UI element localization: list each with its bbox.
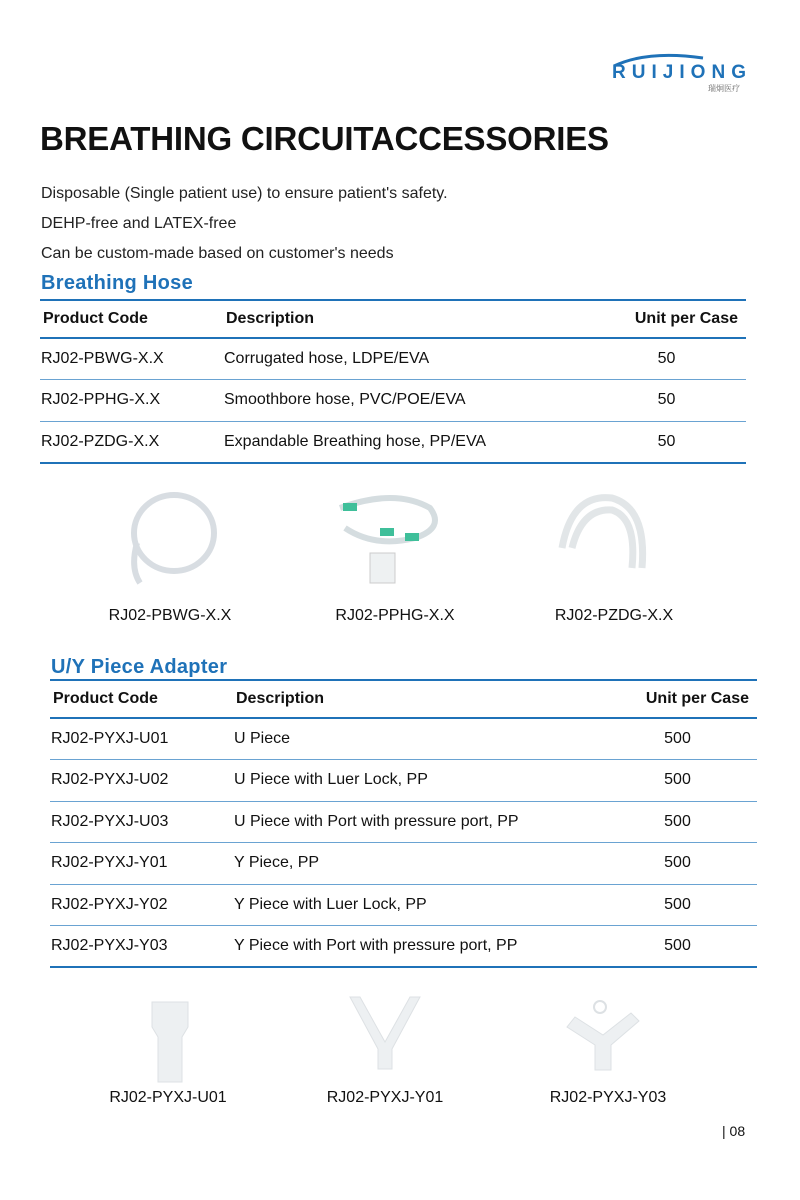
section-heading-adapter: U/Y Piece Adapter bbox=[51, 656, 228, 678]
corrugated-hose-image bbox=[112, 488, 232, 588]
cell-units: 500 bbox=[597, 760, 757, 802]
smoothbore-hose-image bbox=[335, 488, 455, 588]
col-unit-per-case: Unit per Case bbox=[597, 680, 757, 718]
cell-description: Y Piece with Port with pressure port, PP bbox=[233, 926, 597, 968]
y-piece-port-image bbox=[540, 992, 660, 1092]
cell-code: RJ02-PYXJ-Y02 bbox=[50, 884, 233, 926]
company-logo bbox=[608, 52, 748, 94]
col-product-code: Product Code bbox=[50, 680, 233, 718]
cell-description: U Piece bbox=[233, 718, 597, 760]
table-row bbox=[40, 338, 746, 380]
col-description: Description bbox=[223, 300, 586, 338]
cell-units: 500 bbox=[597, 843, 757, 885]
table-row bbox=[50, 926, 757, 968]
table-row bbox=[50, 760, 757, 802]
cell-code: RJ02-PBWG-X.X bbox=[40, 338, 223, 380]
table-row bbox=[50, 718, 757, 760]
cell-code: RJ02-PPHG-X.X bbox=[40, 380, 223, 422]
expandable-hose-image bbox=[552, 488, 672, 588]
col-product-code: Product Code bbox=[40, 300, 223, 338]
cell-code: RJ02-PYXJ-U02 bbox=[50, 760, 233, 802]
cell-code: RJ02-PYXJ-Y01 bbox=[50, 843, 233, 885]
y-piece-image bbox=[325, 992, 445, 1092]
cell-description: Y Piece with Luer Lock, PP bbox=[233, 884, 597, 926]
cell-code: RJ02-PZDG-X.X bbox=[40, 421, 223, 463]
image-caption: RJ02-PYXJ-Y03 bbox=[549, 1089, 667, 1106]
intro-line: DEHP-free and LATEX-free bbox=[41, 215, 237, 232]
image-caption: RJ02-PBWG-X.X bbox=[108, 607, 232, 624]
cell-units: 500 bbox=[597, 884, 757, 926]
col-unit-per-case: Unit per Case bbox=[586, 300, 746, 338]
cell-units: 50 bbox=[586, 338, 746, 380]
svg-text:RUIJIONG: RUIJIONG bbox=[612, 62, 746, 83]
cell-code: RJ02-PYXJ-U03 bbox=[50, 801, 233, 843]
table-row bbox=[50, 801, 757, 843]
cell-description: Y Piece, PP bbox=[233, 843, 597, 885]
table-header bbox=[50, 680, 757, 718]
page-number: | 08 bbox=[722, 1123, 746, 1139]
cell-description: U Piece with Port with pressure port, PP bbox=[233, 801, 597, 843]
image-caption: RJ02-PZDG-X.X bbox=[554, 607, 674, 624]
cell-units: 50 bbox=[586, 380, 746, 422]
cell-code: RJ02-PYXJ-U01 bbox=[50, 718, 233, 760]
image-caption: RJ02-PPHG-X.X bbox=[335, 607, 455, 624]
cell-units: 500 bbox=[597, 926, 757, 968]
table-row bbox=[50, 843, 757, 885]
table-row bbox=[40, 421, 746, 463]
section-heading-breathing-hose: Breathing Hose bbox=[41, 272, 194, 294]
cell-units: 50 bbox=[586, 421, 746, 463]
breathing-hose-table bbox=[40, 299, 746, 464]
cell-description: Smoothbore hose, PVC/POE/EVA bbox=[223, 380, 586, 422]
cell-units: 500 bbox=[597, 718, 757, 760]
table-row bbox=[50, 884, 757, 926]
u-piece-image bbox=[110, 992, 230, 1092]
intro-line: Can be custom-made based on customer's needs bbox=[41, 245, 394, 262]
cell-description: Corrugated hose, LDPE/EVA bbox=[223, 338, 586, 380]
intro-line: Disposable (Single patient use) to ensure patient's safety. bbox=[41, 185, 448, 202]
image-caption: RJ02-PYXJ-Y01 bbox=[326, 1089, 444, 1106]
svg-text:瑞炯医疗: 瑞炯医疗 bbox=[708, 84, 740, 93]
adapter-table bbox=[50, 679, 757, 968]
cell-units: 500 bbox=[597, 801, 757, 843]
cell-description: Expandable Breathing hose, PP/EVA bbox=[223, 421, 586, 463]
page-title: BREATHING CIRCUITACCESSORIES bbox=[40, 120, 609, 157]
table-row bbox=[40, 380, 746, 422]
cell-code: RJ02-PYXJ-Y03 bbox=[50, 926, 233, 968]
table-header bbox=[40, 300, 746, 338]
col-description: Description bbox=[233, 680, 597, 718]
cell-description: U Piece with Luer Lock, PP bbox=[233, 760, 597, 802]
image-caption: RJ02-PYXJ-U01 bbox=[109, 1089, 227, 1106]
